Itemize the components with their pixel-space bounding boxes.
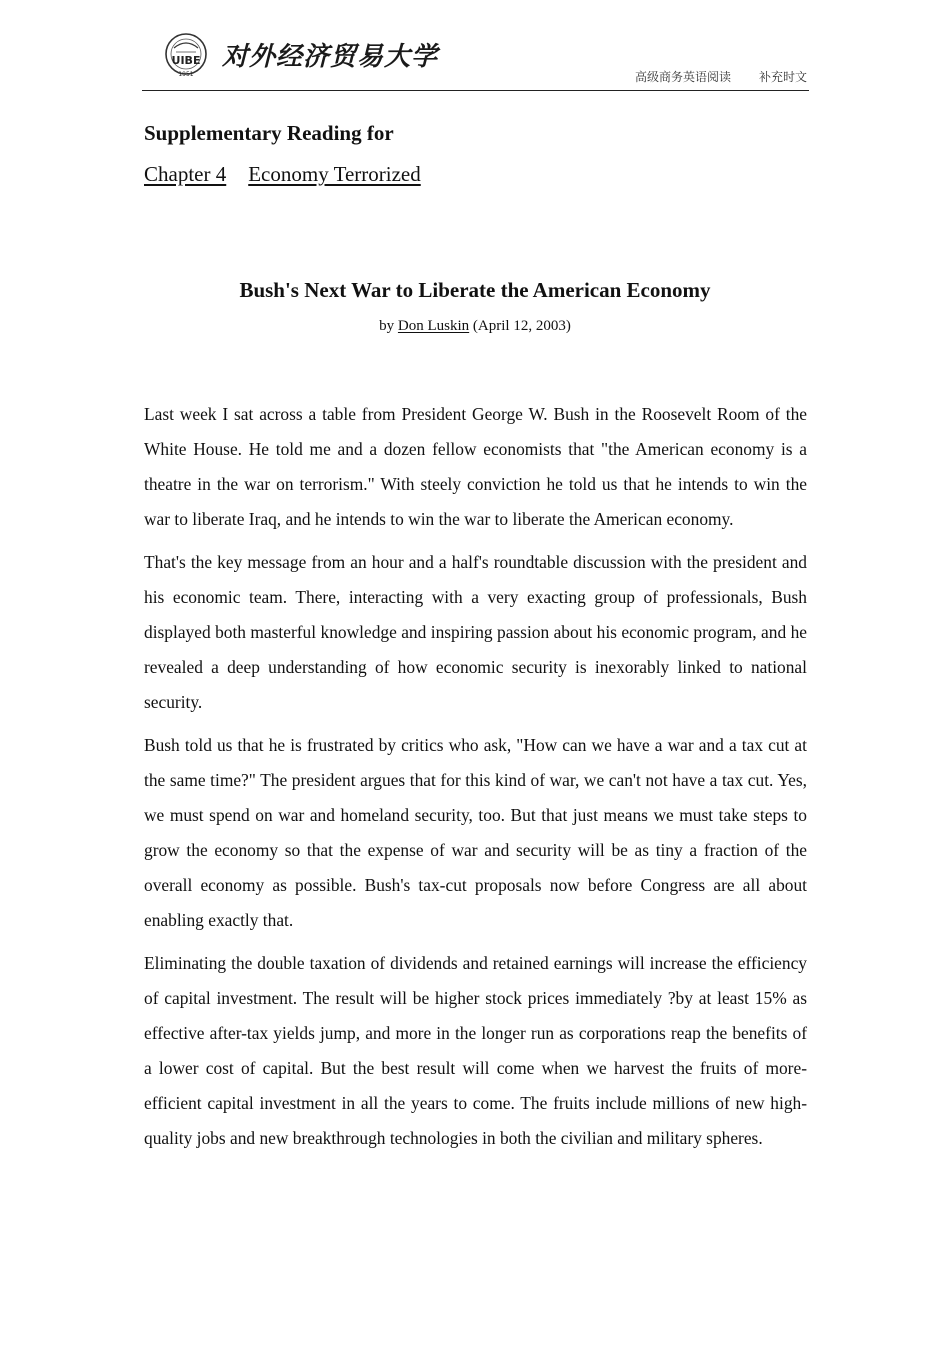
university-logo (162, 32, 439, 80)
article-body (144, 397, 807, 1164)
paragraph: Last week I sat across a table from President George W. Bush in the Roosevelt Room of the White House. He told me and a dozen fellow economists that "the American economy is a theatre in the war on terrorism." With steely conviction he told us that he intends to win the war to liberate Iraq, and he intends to win the war to liberate the American economy. (144, 404, 807, 529)
course-name: 高级商务英语阅读 (634, 70, 731, 84)
svg-text:UIBE: UIBE (171, 54, 201, 67)
svg-text:1951: 1951 (178, 71, 194, 78)
university-seal-icon (162, 32, 439, 80)
header-course-info (635, 68, 807, 85)
chapter-title: Economy Terrorized (248, 162, 421, 186)
section-name: 补充时文 (758, 70, 807, 84)
paragraph: That's the key message from an hour and a half's roundtable discussion with the president and his economic team. There, interacting with a very exacting group of professionals, Bush displayed both masterful knowledge and inspiring passion about his economic program, and he revealed a deep understanding of how economic security is inexorably linked to national security. (144, 552, 807, 712)
chapter-number: Chapter 4 (144, 162, 227, 186)
byline-prefix: by (379, 318, 395, 334)
svg-text:对外经济贸易大学: 对外经济贸易大学 (222, 42, 439, 72)
paragraph: Eliminating the double taxation of dividends and retained earnings will increase the efficiency of capital investment. The result will be higher stock prices immediately ?by at least 15% as effective after-tax yields jump, and more in the longer run as corporations reap the benefits of a lower cost of capital. But the best result will come when we harvest the fruits of more-efficient capital investment in all the years to come. The fruits include millions of new high-quality jobs and new breakthrough technologies in both the civilian and military spheres. (144, 953, 807, 1148)
byline (0, 318, 950, 335)
article-date: (April 12, 2003) (472, 318, 571, 334)
article-title: Bush's Next War to Liberate the American Economy (239, 278, 711, 302)
supplementary-title: Supplementary Reading for (144, 121, 394, 145)
chapter-heading (144, 162, 421, 187)
paragraph: Bush told us that he is frustrated by critics who ask, "How can we have a war and a tax cut at the same time?" The president argues that for this kind of war, we can't not have a tax cut. Yes, we must spend on war and homeland security, too. But that just means we must take steps to grow the economy so that the expense of war and security will be as tiny a fraction of the overall economy as possible. Bush's tax-cut proposals now before Congress are all about enabling exactly that. (144, 735, 807, 930)
author-link[interactable]: Don Luskin (397, 318, 470, 334)
page-header (142, 30, 809, 91)
